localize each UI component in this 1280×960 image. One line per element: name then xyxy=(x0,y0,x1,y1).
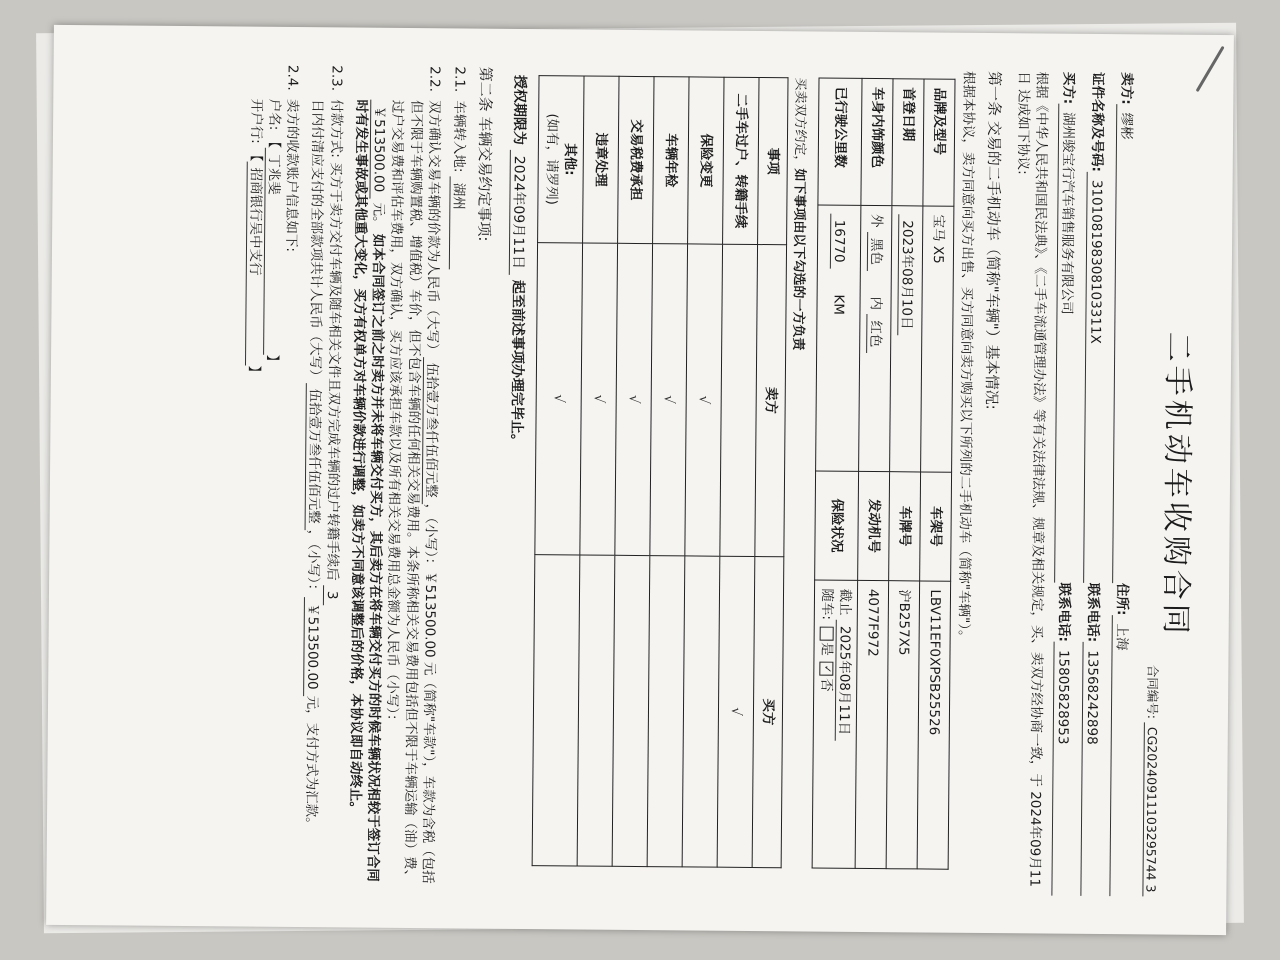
col-buyer: 买方 xyxy=(752,556,784,868)
seller-id: 310108198308103311X xyxy=(1083,172,1106,583)
table-row xyxy=(717,77,759,867)
table-row xyxy=(647,77,689,867)
item-cell: 车辆年检 xyxy=(653,77,689,244)
seller-name: 缪彬 xyxy=(1112,105,1135,584)
brand-label: 品牌及型号 xyxy=(923,79,955,206)
seller-label: 卖方: xyxy=(1118,72,1135,105)
buyer-phone-label: 联系电话: xyxy=(1055,582,1073,643)
vin-value: LBV11EF0XPSB25526 xyxy=(917,581,951,869)
payment-text-b: 日内付清应支付的全部款项共计人民币（大写） xyxy=(307,99,326,383)
clause-number: 2.2. xyxy=(426,66,443,93)
transfer-destination-label: 车辆转入地: xyxy=(450,100,468,173)
contract-page xyxy=(46,25,1234,935)
brand-value: 宝马 X5 xyxy=(921,206,954,472)
responsibility-intro-bold: 如下事项由以下勾选的一方负责 xyxy=(789,168,807,351)
color-value xyxy=(859,205,892,471)
item-cell: 交易税费承担 xyxy=(618,76,654,243)
buyer-mark xyxy=(682,555,720,867)
seller-id-row xyxy=(1080,72,1109,896)
other-cell xyxy=(538,76,584,243)
seller-row xyxy=(1109,72,1138,896)
payment-text-a: 付款方式: 买方于卖方交付车辆及随车相关文件且双方完成车辆的过户转籍手续后 xyxy=(323,99,344,581)
account-name-label: 户名: xyxy=(266,98,283,131)
checkbox-yes xyxy=(819,626,833,640)
article2-heading: 第二条 车辆交易约定事项: xyxy=(475,66,495,242)
reg-date-text: 2023年08月10日 xyxy=(897,214,915,335)
mileage-value xyxy=(815,205,861,471)
reg-date-value xyxy=(890,206,923,472)
payment-text-d: 元，支付方式为汇款。 xyxy=(303,695,321,831)
payment-amount-cn: 伍拾壹万叁仟伍佰元整 xyxy=(305,383,323,530)
item-cell: 二手车过户、转籍手续 xyxy=(723,77,759,244)
buyer-mark: √ xyxy=(717,556,755,868)
contract-header xyxy=(1138,72,1215,897)
account-info-text: 卖方的收款账户信息如下: xyxy=(283,98,301,253)
insurance-until: 2025年08月11日 xyxy=(835,620,853,741)
other-buyer-mark xyxy=(532,554,580,866)
reg-date-label: 首登日期 xyxy=(892,79,924,206)
seller-mark: √ xyxy=(615,243,653,555)
buyer-phone: 15805828953 xyxy=(1051,642,1072,896)
price-text-b: ，（小写）：￥513500.00 元（简称"车款"），车款为含税（包括但不限于车辆购置税、增值税）车价，但不包含车辆的任何相关交易费用。本条所称相关交易费用包括但不限于车辆运输（油）费、过户交易费和评估车费用，双方确认，买方应该承担车款以及所有相关交易费用总金额为人民币（小写）： xyxy=(384,99,439,884)
bank-label: 开户行: xyxy=(247,98,265,144)
table-row xyxy=(532,76,584,866)
clause-number: 2.4. xyxy=(284,64,301,91)
clause-number: 2.3. xyxy=(328,65,345,92)
payment-amount: ￥513500.00 xyxy=(304,597,322,696)
mileage-label: 已行驶公里数 xyxy=(818,78,863,205)
seller-mark: √ xyxy=(650,244,688,556)
buyer-mark xyxy=(612,555,650,867)
other-label: 其他: xyxy=(561,143,579,176)
checkbox-no-checked: ✓ xyxy=(819,662,833,676)
account-name: 丁兆斐 xyxy=(263,148,282,355)
seller-mark xyxy=(720,244,758,556)
plate-label: 车牌号 xyxy=(889,471,921,580)
clause-2-3 xyxy=(302,65,346,889)
contract-number-label: 合同编号: xyxy=(1144,664,1161,720)
vin-label: 车架号 xyxy=(920,472,952,581)
clause-2-4: 2.4. 卖方的收款账户信息如下: 户名: 【丁兆斐】 开户行: 【招商银行吴中支行】 xyxy=(245,64,301,380)
buyer-name: 湖州骏宝行汽车销售服务有限公司 xyxy=(1054,104,1077,583)
intro-paragraph: 根据《中华人民共和国民法典》、《二手车流通管理办法》等有关法律法规、规章及相关规定，买、卖双方经协商一致，于 2024年09月11日 达成如下协议: xyxy=(1014,71,1050,888)
seller-phone-label: 联系电话: xyxy=(1084,582,1102,643)
other-seller-mark: √ xyxy=(535,243,583,555)
engine-label: 发动机号 xyxy=(858,471,890,580)
buyer-mark xyxy=(647,555,685,867)
clause-2-2 xyxy=(345,65,443,890)
contract-title: 二手机动车收购合同 xyxy=(1157,331,1196,638)
deadline-prefix: 授权期限为 xyxy=(511,74,528,146)
payment-text-c: ，（小写）： xyxy=(305,529,322,598)
table-row xyxy=(612,76,654,866)
engine-value: 4077F972 xyxy=(855,580,889,868)
plate-value: 沪B257X5 xyxy=(886,580,920,868)
bank-name: 招商银行吴中支行 xyxy=(245,161,264,365)
contract-number xyxy=(1142,665,1161,897)
seller-address-label: 住所: xyxy=(1114,583,1131,616)
color-out: 黑色 xyxy=(867,232,884,271)
contract-number-value: CG20240911103295744 3 xyxy=(1142,723,1160,897)
other-hint: (如有，请罗列) xyxy=(543,113,561,206)
price-adjustment-clause: 如本合同签订之前之时卖方并未将车辆交付买方，其后卖方在将车辆交付买方的时候车辆状况相较于签订合同时有发生事故或其他重大变化，买方有权单方对车辆价款进行调整，如卖方不同意该调整后的价格，本协议即自动终止。 xyxy=(346,99,387,882)
responsibility-intro-prefix: 买卖双方约定， xyxy=(791,77,808,169)
color-in-prefix: 内 xyxy=(867,296,884,311)
color-in: 红色 xyxy=(866,314,883,353)
vehicle-table xyxy=(811,78,955,870)
mileage-number: 16770 xyxy=(830,214,847,269)
price-total: ￥513500.00 xyxy=(370,100,388,199)
insurance-label: 保险状况 xyxy=(814,471,858,580)
buyer-row xyxy=(1051,72,1080,896)
mileage-unit: KM xyxy=(830,294,847,316)
insurance-until-prefix: 截止 xyxy=(836,588,854,616)
insurance-yes-label: 是 xyxy=(818,642,835,656)
deadline-date: 2024年09月11日 xyxy=(509,150,527,275)
col-seller: 卖方 xyxy=(755,245,787,557)
insurance-no-label: 否 xyxy=(818,678,835,692)
insurance-value xyxy=(812,580,858,869)
seller-mark: √ xyxy=(685,244,723,556)
color-label: 车身内饰颜色 xyxy=(861,78,893,205)
item-cell: 违章处理 xyxy=(583,76,619,243)
price-text-a: 双方确认交易车辆的价款为人民币（大写） xyxy=(423,100,443,357)
clause-2-1 xyxy=(443,66,468,890)
buyer-label: 买方: xyxy=(1060,71,1077,105)
insurance-transfer-prefix: 随车: xyxy=(818,588,835,621)
responsibility-table xyxy=(532,75,789,868)
payment-days: 3 xyxy=(323,585,340,606)
table-row xyxy=(577,76,619,866)
authorization-deadline xyxy=(503,75,529,891)
item-cell: 保险变更 xyxy=(688,77,724,244)
article1-intro: 根据本协议，卖方同意向买方出售、买方同意向卖方购买以下所列的二手机动车（简称"车辆"）。 xyxy=(955,70,977,644)
price-amount-cn: 伍拾壹万叁仟伍佰元整 xyxy=(422,357,440,504)
color-out-prefix: 外 xyxy=(868,213,885,228)
table-row xyxy=(682,77,724,867)
transfer-destination: 湖州 xyxy=(449,177,467,270)
price-unit: 元。 xyxy=(370,202,387,230)
buyer-mark xyxy=(577,554,615,866)
seller-mark: √ xyxy=(580,243,618,555)
deadline-suffix: 起至前述事项办理完毕止。 xyxy=(508,279,526,449)
col-item: 事项 xyxy=(758,78,788,245)
clause-number: 2.1. xyxy=(451,66,468,93)
table-row xyxy=(812,78,862,868)
seller-id-label: 证件名称及号码: xyxy=(1088,71,1106,172)
article1-heading: 第一条 交易的二手机动车（简称"车辆"）基本情况: xyxy=(982,70,1004,410)
seller-phone: 13568242898 xyxy=(1080,642,1101,896)
seller-address: 上海 xyxy=(1109,615,1131,896)
